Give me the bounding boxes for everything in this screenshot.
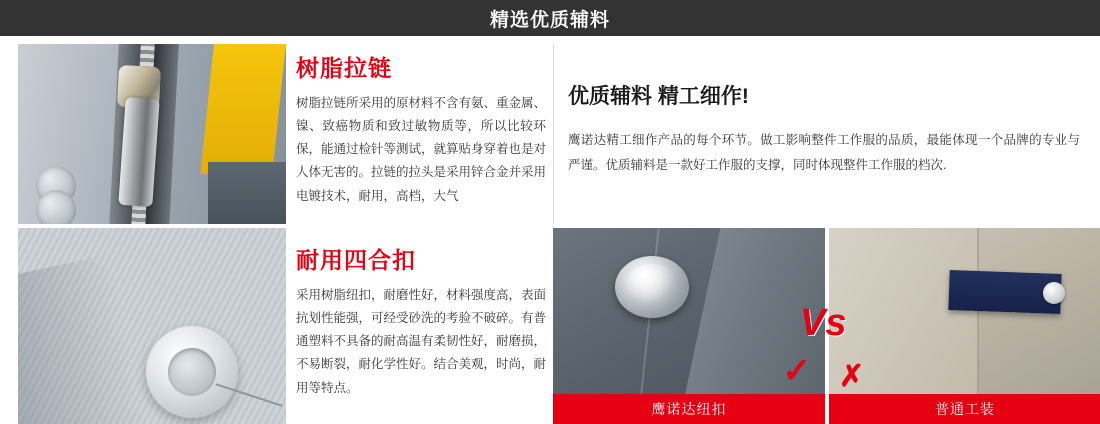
resin-zipper-photo [18, 44, 286, 224]
snap-text-block [296, 242, 546, 400]
zipper-text-block [296, 50, 546, 208]
four-part-snap-button-photo [18, 228, 286, 424]
comparison-good [553, 228, 825, 424]
snap-button-detail-2 [36, 190, 76, 224]
snap-heading: 耐用四合扣 [296, 247, 416, 273]
vertical-divider [553, 44, 554, 224]
vs-label: Vs [800, 302, 847, 344]
good-caption: 鹰诺达纽扣 [553, 394, 825, 424]
intro-heading: 优质辅料 精工细作! [568, 85, 749, 108]
intro-body: 鹰诺达精工细作产品的每个环节。做工影响整件工作服的品质，最能体现一个品牌的专业与严谨。优质辅料是一款好工作服的支撑，同时体现整件工作服的档次. [568, 133, 1080, 172]
snap-button-closeup [146, 326, 238, 418]
snap-body: 采用树脂纽扣，耐磨性好，材料强度高，表面抗划性能强，可经受砂洗的考验不破碎。有普通塑料不具备的耐高温有柔韧性好，耐磨损，不易断裂，耐化学性好。结合美观，时尚，耐用等特点。 [296, 288, 547, 395]
ordinary-workwear-photo [829, 228, 1100, 394]
dark-fabric-patch [208, 162, 286, 224]
zipper-body: 树脂拉链所采用的原材料不含有氨、重金属、镍、致癌物质和致过敏物质等，所以比较环保，能通过检针等测试，就算贴身穿着也是对人体无害的。拉链的拉头是采用锌合金并采用电镀技术，耐用，高档，大气 [296, 96, 547, 203]
page-title: 精选优质辅料 [489, 9, 610, 31]
check-mark-icon: ✓ [782, 352, 811, 390]
snap-section [0, 228, 1100, 424]
page-header [0, 0, 1100, 36]
comparison-bad [829, 228, 1100, 424]
zipper-heading: 树脂拉链 [296, 55, 392, 81]
bad-caption: 普通工装 [829, 394, 1100, 424]
zipper-section [0, 44, 1100, 224]
yellow-fabric-patch [200, 44, 286, 174]
plain-snap-button [1043, 282, 1065, 304]
metal-snap-button [615, 256, 689, 318]
cross-mark-icon: ✗ [839, 360, 865, 393]
intro-text-block [568, 80, 1080, 178]
